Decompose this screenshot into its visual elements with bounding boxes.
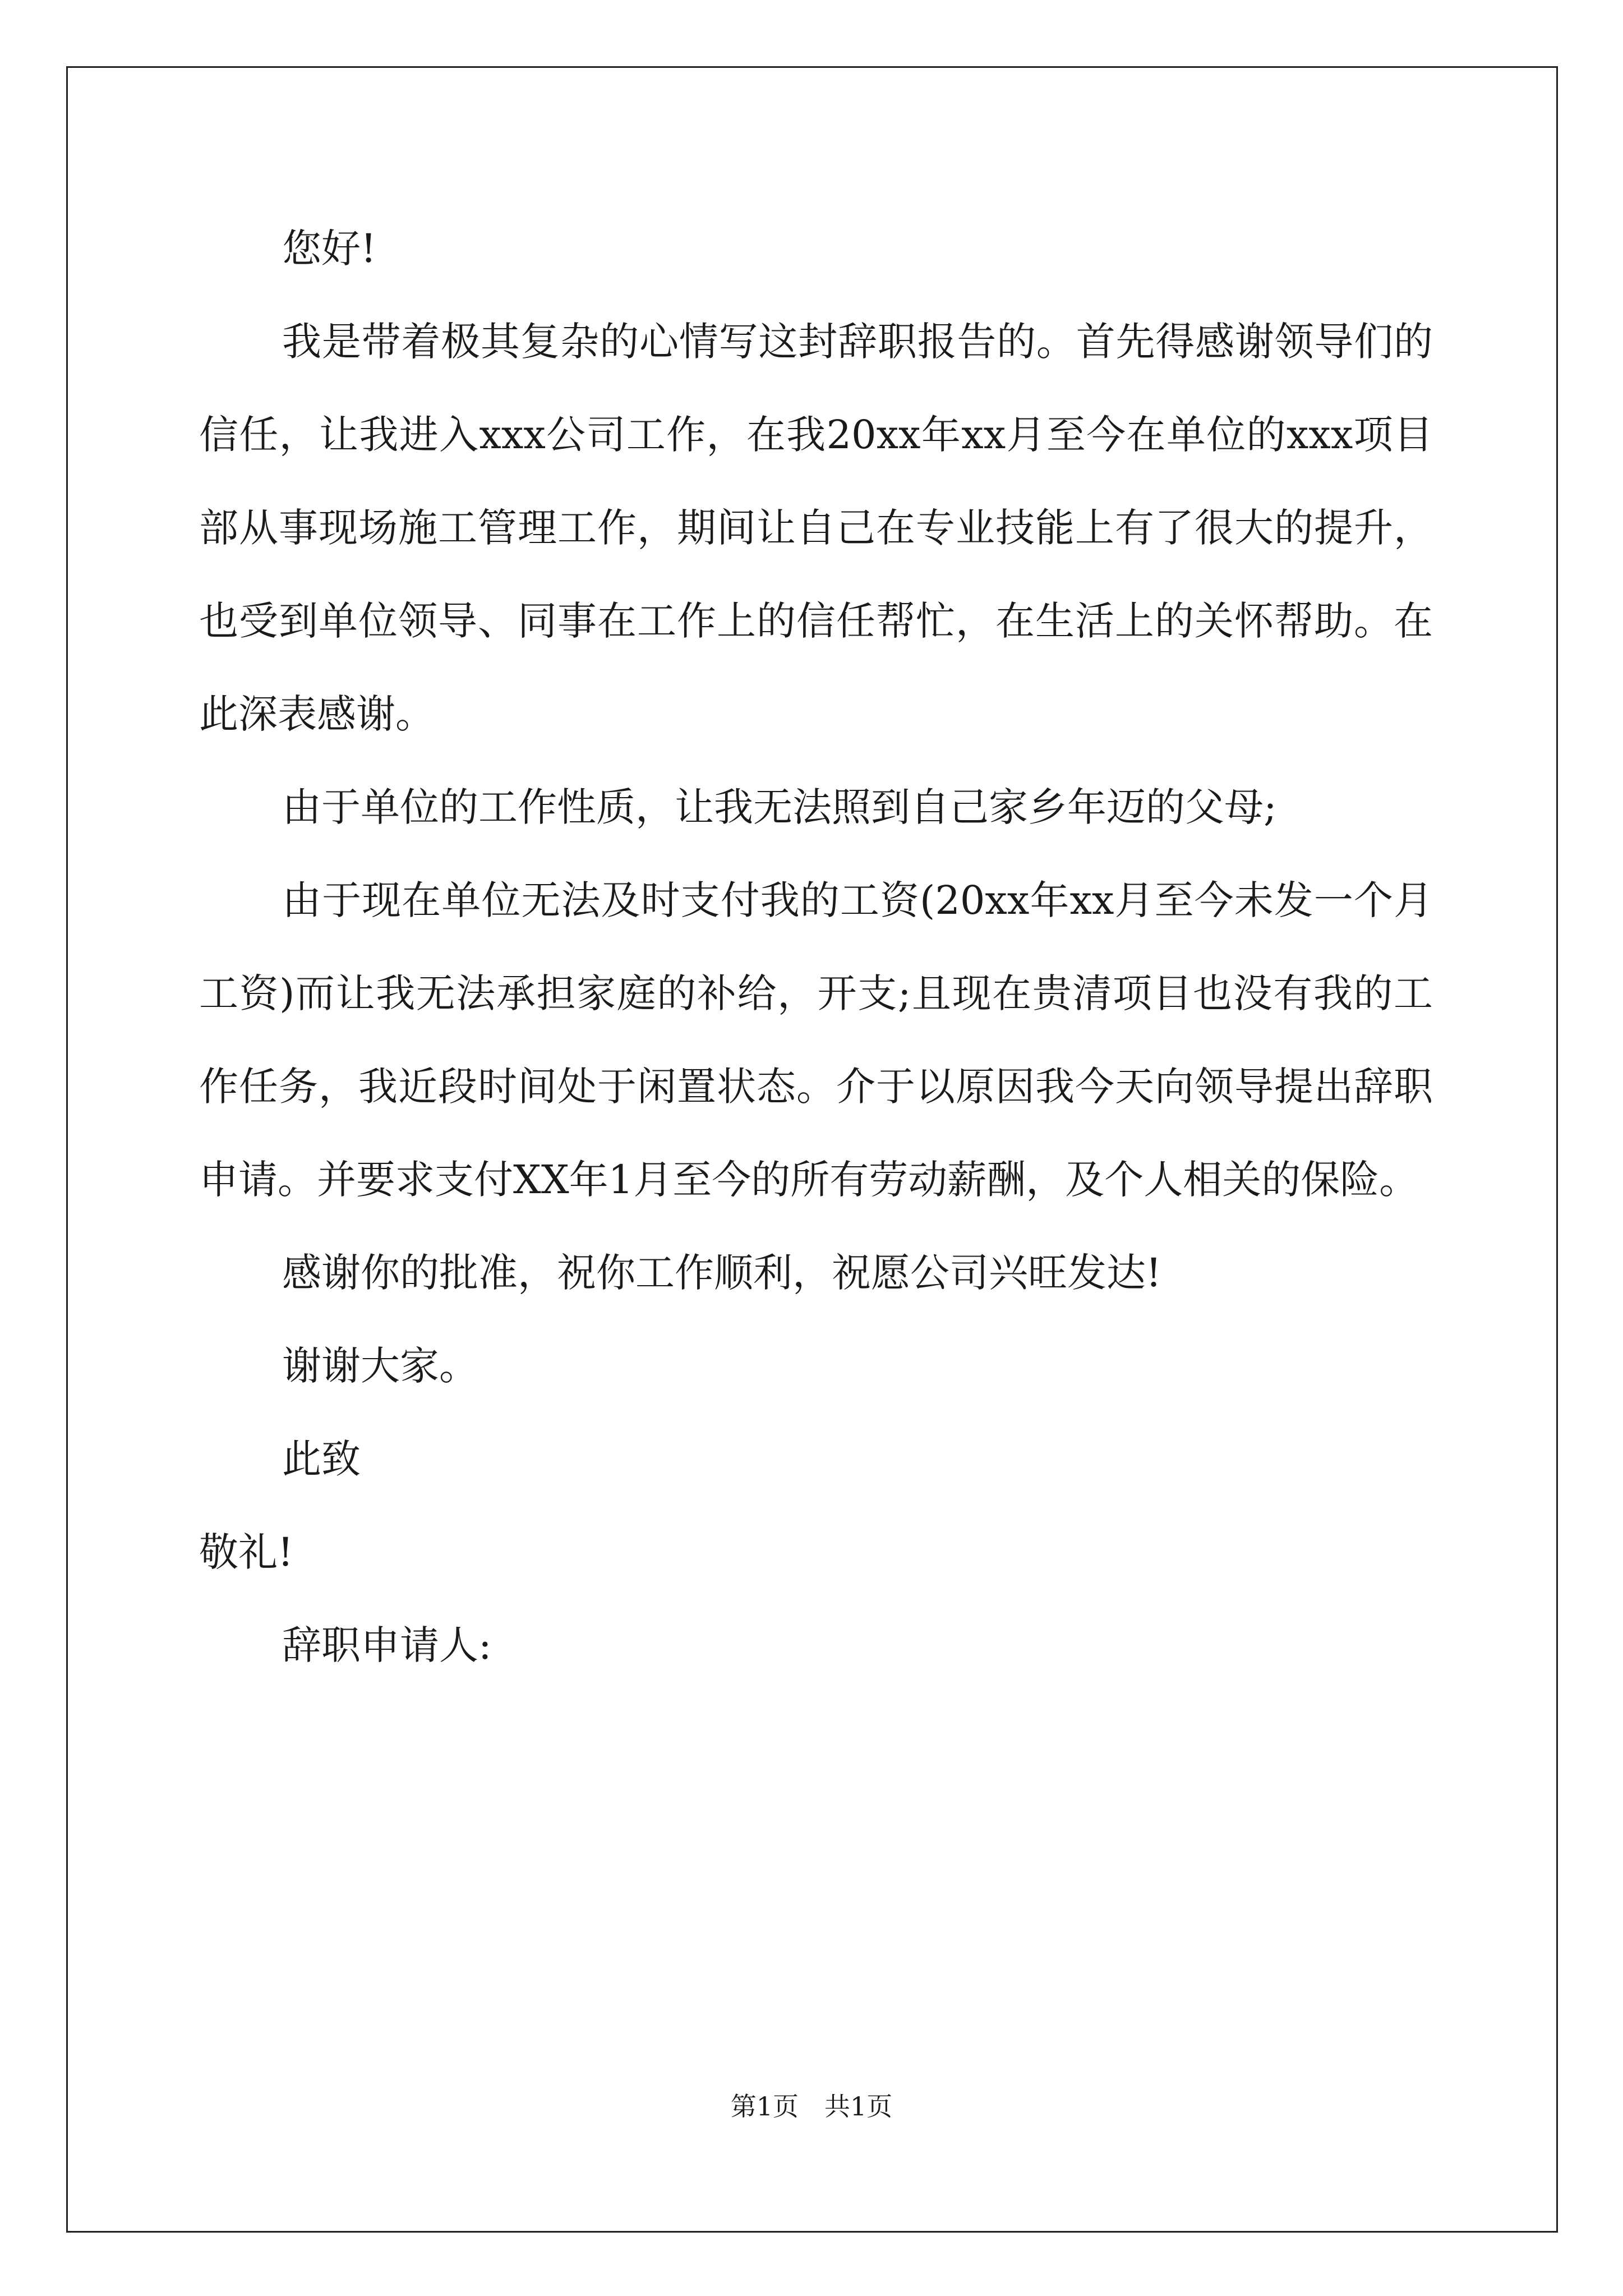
signature-label: 辞职申请人:: [282, 1622, 492, 1668]
page-footer: 第1页 共1页: [730, 2091, 893, 2122]
closing-respect: 敬礼!: [199, 1529, 294, 1575]
paragraph-reason-family: 由于单位的工作性质，让我无法照到自己家乡年迈的父母;: [282, 784, 1277, 830]
letter-body: [199, 202, 1433, 1692]
closing-salutation: 此致: [282, 1436, 361, 1482]
paragraph-thank-all: 谢谢大家。: [282, 1343, 478, 1389]
paragraph-reason-salary: 由于现在单位无法及时支付我的工资(20xx年xx月至今未发一个月工资)而让我无法承担家庭的补给，开支;且现在贵清项目也没有我的工作任务，我近段时间处于闲置状态。介于以原因我今天向领导提出辞职申请。并要求支付XX年1月至今的所有劳动薪酬，及个人相关的保险。: [199, 877, 1433, 1203]
greeting: 您好!: [282, 226, 377, 272]
paragraph-well-wishes: 感谢你的批准，祝你工作顺利，祝愿公司兴旺发达!: [282, 1250, 1162, 1296]
paragraph-thanks: 我是带着极其复杂的心情写这封辞职报告的。首先得感谢领导们的信任，让我进入xxx公司工作，在我20xx年xx月至今在单位的xxx项目部从事现场施工管理工作，期间让自己在专业技能上有了很大的提升，也受到单位领导、同事在工作上的信任帮忙，在生活上的关怀帮助。在此深表感谢。: [199, 319, 1433, 737]
